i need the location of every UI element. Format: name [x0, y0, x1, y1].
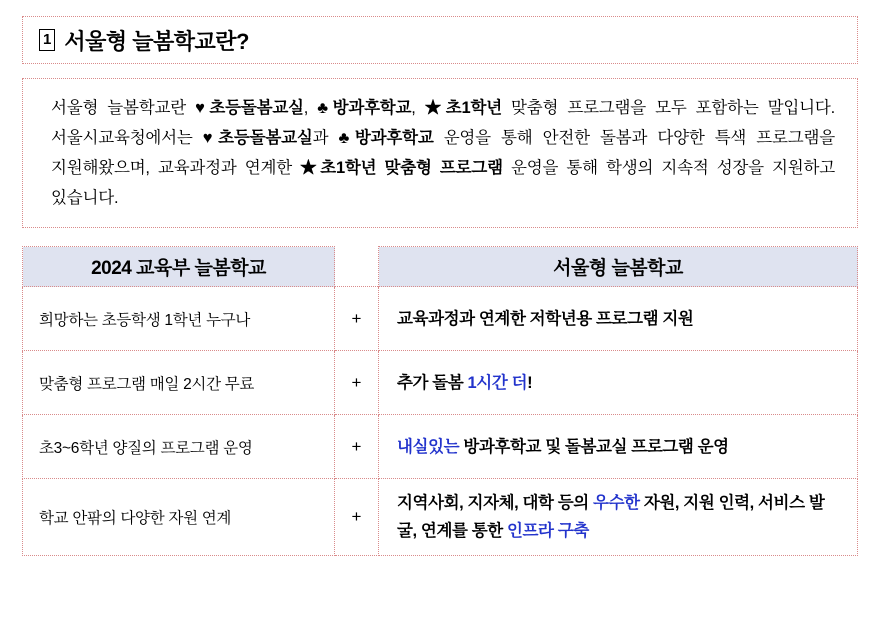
intro-comma-2: , [411, 99, 425, 117]
intro-text-1: 서울형 늘봄학교란 [51, 99, 196, 117]
table-cell-left: 학교 안팎의 다양한 자원 연계 [23, 479, 335, 556]
section-number: 1 [39, 29, 55, 51]
table-header-row [23, 247, 858, 287]
intro-paragraph [51, 93, 835, 213]
intro-box [22, 78, 858, 228]
table-cell-right-part-2: 1시간 더 [467, 373, 528, 392]
star-icon-2: ★ [300, 159, 321, 177]
intro-highlight-1: 초등돌봄교실 [209, 99, 304, 117]
table-row [23, 479, 858, 556]
intro-text-3: 과 [312, 129, 339, 147]
intro-highlight-2: 방과후학교 [332, 99, 412, 117]
intro-text-2: 맞춤형 프로그램을 모두 포함하는 말입니다. 서울시교육청에서는 [51, 99, 836, 147]
table-row [23, 415, 858, 479]
intro-highlight-4: 초등돌봄교실 [218, 129, 313, 147]
heart-icon: ♥ [195, 99, 210, 117]
table-cell-left: 희망하는 초등학생 1학년 누구나 [23, 287, 335, 351]
table-cell-right-part-4: 인프라 구축 [506, 522, 589, 540]
table-row [23, 351, 858, 415]
table-cell-right-part-1: 지역사회, 지자체, 대학 등의 [397, 494, 594, 512]
club-icon-2: ♣ [338, 129, 355, 147]
table-header-gap [335, 247, 379, 287]
page-title: 서울형 늘봄학교란? [64, 28, 249, 54]
table-cell-right [379, 351, 858, 415]
intro-comma-1: , [303, 99, 318, 117]
table-cell-left: 맞춤형 프로그램 매일 2시간 무료 [23, 351, 335, 415]
intro-text-4: 운영을 통해 안전한 돌봄과 다양한 특색 프로그램을 지원해왔으며, 교육과정과 연계한 [51, 129, 836, 177]
plus-sign: + [335, 351, 379, 415]
table-cell-left: 초3~6학년 양질의 프로그램 운영 [23, 415, 335, 479]
plus-sign: + [335, 479, 379, 556]
table-cell-right [379, 479, 858, 556]
table-cell-right-part-2: 우수한 [593, 494, 640, 512]
intro-highlight-3: 초1학년 [445, 99, 502, 117]
table-body [23, 287, 858, 556]
star-icon: ★ [424, 99, 446, 117]
table-cell-right-part-1: 교육과정과 연계한 저학년용 프로그램 지원 [397, 309, 694, 328]
table-header-right: 서울형 늘봄학교 [379, 247, 858, 287]
section-title-box [22, 16, 858, 64]
plus-sign: + [335, 287, 379, 351]
table-cell-right-part-1: 추가 돌봄 [397, 373, 468, 392]
table-cell-right [379, 415, 858, 479]
table-header-left: 2024 교육부 늘봄학교 [23, 247, 335, 287]
comparison-table [22, 246, 858, 556]
table-cell-right-part-3: ! [527, 373, 533, 392]
heart-icon-2: ♥ [202, 129, 219, 147]
intro-highlight-6: 초1학년 맞춤형 프로그램 [320, 159, 503, 177]
table-row [23, 287, 858, 351]
intro-text-5: 운영을 통해 학생의 지속적 성장을 지원하고 있습니다. [51, 159, 836, 207]
intro-highlight-5: 방과후학교 [354, 129, 434, 147]
table-cell-right-part-2: 방과후학교 및 돌봄교실 프로그램 운영 [459, 437, 729, 456]
table-cell-right-part-1: 내실있는 [397, 437, 460, 456]
table-cell-right [379, 287, 858, 351]
club-icon: ♣ [317, 99, 333, 117]
plus-sign: + [335, 415, 379, 479]
table-cell-right-part-3: 자원, 지원 인력, 서비스 발굴, 연계를 통한 [397, 494, 825, 540]
